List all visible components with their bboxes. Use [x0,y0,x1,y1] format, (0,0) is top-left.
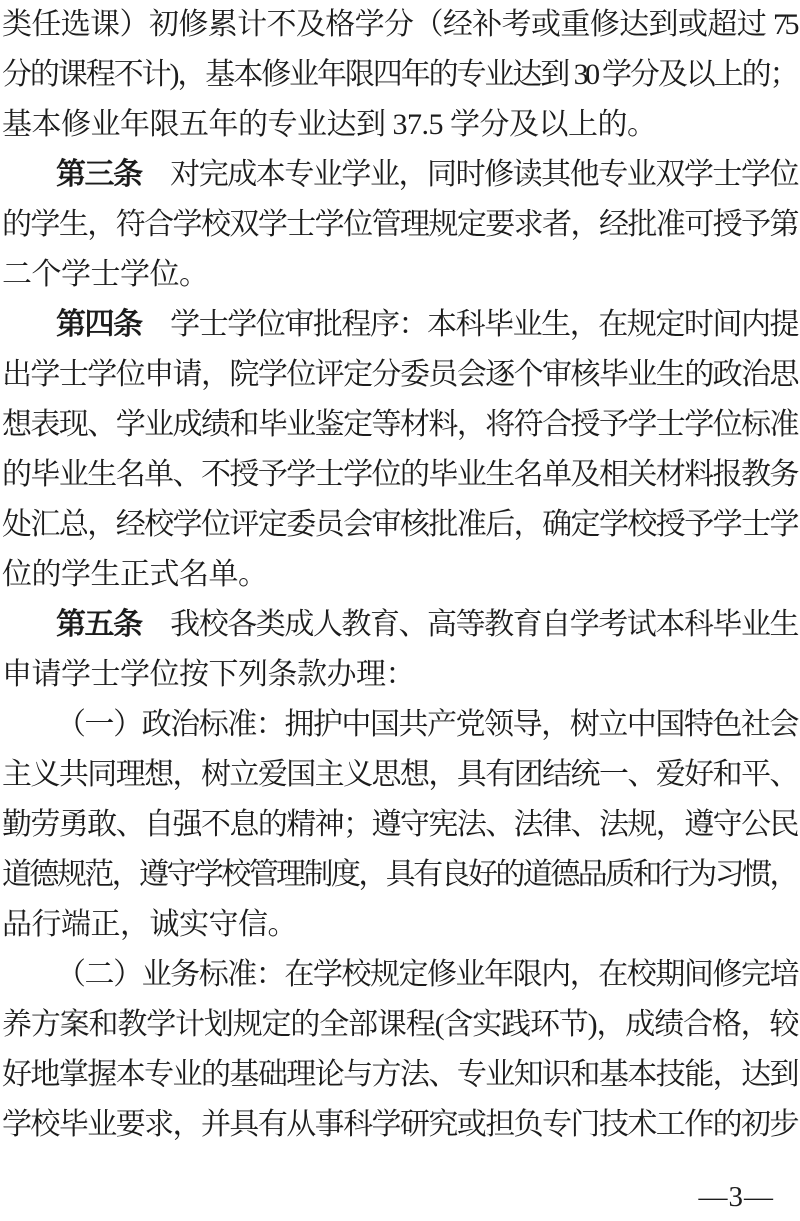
text-line: 的毕业生名单、不授予学士学位的毕业生名单及相关材料报教务 [2,458,796,491]
paragraph-article-5 [2,600,796,700]
text-line: 养方案和教学计划规定的全部课程(含实践环节)，成绩合格，较 [2,1008,796,1041]
document-body [2,0,796,1150]
text-line: 第四条 学士学位审批程序：本科毕业生，在规定时间内提 [56,308,797,341]
text-line: 处汇总，经校学位评定委员会审核批准后，确定学校授予学士学 [2,508,796,541]
article-heading: 第四条 [56,308,142,341]
text-line: 类任选课）初修累计不及格学分（经补考或重修达到或超过 75 [2,8,796,41]
paragraph-article-3 [2,150,796,300]
text-line: 分的课程不计)，基本修业年限四年的专业达到 30 学分及以上的； [2,58,796,91]
text-line: 道德规范，遵守学校管理制度，具有良好的道德品质和行为习惯， [2,858,796,891]
text-line: 二个学士学位。 [2,258,209,291]
article-heading: 第五条 [56,608,142,641]
text-line: 基本修业年限五年的专业达到 37.5 学分及以上的。 [2,108,657,141]
text-line: 申请学士学位按下列条款办理： [2,658,415,691]
text-line: 学校毕业要求，并具有从事科学研究或担负专门技术工作的初步 [2,1108,796,1141]
text-line: 的学生，符合学校双学士学位管理规定要求者，经批准可授予第 [2,208,796,241]
text-line: 想表现、学业成绩和毕业鉴定等材料，将符合授予学士学位标准 [2,408,796,441]
text-line: （二）业务标准：在学校规定修业年限内，在校期间修完培 [56,958,796,991]
text-line: 出学士学位申请，院学位评定分委员会逐个审核毕业生的政治思 [2,358,796,391]
page-number: —3— [698,1181,774,1213]
paragraph-article-4 [2,300,796,600]
paragraph-credits-continuation [2,0,796,150]
article-heading: 第三条 [56,158,142,191]
text-line: 位的学生正式名单。 [2,558,268,591]
paragraph-academic-standard [2,950,796,1150]
paragraph-political-standard [2,700,796,950]
text-line: 第五条 我校各类成人教育、高等教育自学考试本科毕业生 [56,608,797,641]
text-line: 好地掌握本专业的基础理论与方法、专业知识和基本技能，达到 [2,1058,796,1091]
text-line: 品行端正，诚实守信。 [2,908,297,941]
text-line: 主义共同理想，树立爱国主义思想，具有团结统一、爱好和平、 [2,758,796,791]
text-line: （一）政治标准：拥护中国共产党领导，树立中国特色社会 [56,708,796,741]
text-line: 第三条 对完成本专业学业，同时修读其他专业双学士学位 [56,158,797,191]
text-line: 勤劳勇敢、自强不息的精神；遵守宪法、法律、法规，遵守公民 [2,808,796,841]
